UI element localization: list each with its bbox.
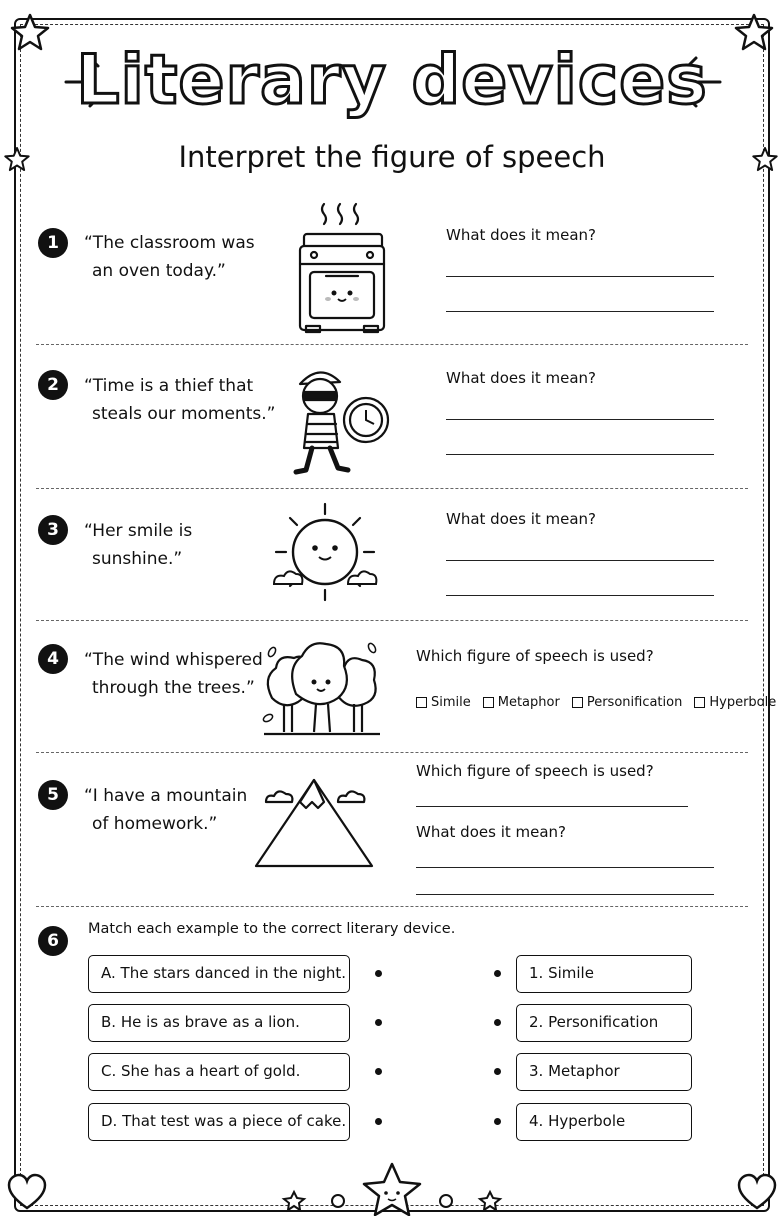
checkbox[interactable] (416, 697, 427, 708)
item-number: 1 (38, 228, 68, 258)
trees-icon (262, 638, 382, 738)
option-metaphor[interactable]: Metaphor (483, 695, 560, 710)
option-personification[interactable]: Personification (572, 695, 683, 710)
device-box-4[interactable]: 4. Hyperbole (516, 1103, 692, 1141)
question-prompt: What does it mean? (446, 369, 597, 387)
matching-instruction: Match each example to the correct literary device. (88, 921, 456, 937)
page-title: Literary devices (76, 41, 708, 120)
heart-icon (736, 1172, 778, 1212)
answer-line[interactable] (446, 454, 714, 455)
bottom-star-ornament (280, 1160, 504, 1216)
answer-line[interactable] (446, 560, 714, 561)
quote-line-2: sunshine.” (92, 549, 183, 569)
match-dot-left[interactable] (375, 1118, 382, 1125)
match-dot-right[interactable] (494, 1019, 501, 1026)
answer-line[interactable] (416, 894, 714, 895)
match-dot-right[interactable] (494, 1118, 501, 1125)
answer-line[interactable] (416, 806, 688, 807)
device-box-1[interactable]: 1. Simile (516, 955, 692, 993)
section-divider (36, 620, 748, 621)
question-prompt: Which figure of speech is used? (416, 762, 654, 780)
quote-line-1: “I have a mountain (84, 786, 248, 806)
device-box-2[interactable]: 2. Personification (516, 1004, 692, 1042)
figure-of-speech-options (416, 695, 776, 710)
item-number: 3 (38, 515, 68, 545)
checkbox[interactable] (483, 697, 494, 708)
quote-text (84, 229, 255, 285)
sun-icon (270, 500, 380, 604)
quote-text (84, 517, 192, 573)
item-number: 5 (38, 780, 68, 810)
quote-line-2: steals our moments.” (92, 404, 276, 424)
answer-line[interactable] (416, 867, 714, 868)
item-number: 4 (38, 644, 68, 674)
item-number: 6 (38, 926, 68, 956)
question-prompt-2: What does it mean? (416, 823, 567, 841)
heart-icon (6, 1172, 48, 1212)
section-divider (36, 752, 748, 753)
thief-icon (290, 362, 394, 482)
match-dot-right[interactable] (494, 970, 501, 977)
quote-text (84, 372, 275, 428)
section-divider (36, 488, 748, 489)
answer-line[interactable] (446, 276, 714, 277)
quote-line-1: “The wind whispered (84, 650, 263, 670)
section-divider (36, 906, 748, 907)
oven-icon (296, 200, 388, 334)
example-box-a[interactable]: A. The stars danced in the night. (88, 955, 350, 993)
answer-line[interactable] (446, 419, 714, 420)
quote-text (84, 782, 247, 838)
option-hyperbole[interactable]: Hyperbole (694, 695, 776, 710)
device-box-3[interactable]: 3. Metaphor (516, 1053, 692, 1091)
checkbox[interactable] (694, 697, 705, 708)
item-number: 2 (38, 370, 68, 400)
quote-line-2: an oven today.” (92, 261, 226, 281)
match-dot-left[interactable] (375, 1019, 382, 1026)
quote-line-1: “The classroom was (84, 233, 255, 253)
match-dot-left[interactable] (375, 1068, 382, 1075)
question-prompt: Which figure of speech is used? (416, 647, 654, 665)
quote-line-1: “Time is a thief that (84, 376, 254, 396)
option-simile[interactable]: Simile (416, 695, 471, 710)
quote-line-2: through the trees.” (92, 678, 255, 698)
question-prompt: What does it mean? (446, 510, 597, 528)
quote-text (84, 646, 263, 702)
checkbox[interactable] (572, 697, 583, 708)
mountain-icon (252, 772, 374, 870)
quote-line-2: of homework.” (92, 814, 218, 834)
match-dot-right[interactable] (494, 1068, 501, 1075)
example-box-b[interactable]: B. He is as brave as a lion. (88, 1004, 350, 1042)
answer-line[interactable] (446, 595, 714, 596)
answer-line[interactable] (446, 311, 714, 312)
page-subtitle: Interpret the figure of speech (178, 140, 606, 174)
section-divider (36, 344, 748, 345)
match-dot-left[interactable] (375, 970, 382, 977)
example-box-d[interactable]: D. That test was a piece of cake. (88, 1103, 350, 1141)
quote-line-1: “Her smile is (84, 521, 193, 541)
example-box-c[interactable]: C. She has a heart of gold. (88, 1053, 350, 1091)
question-prompt: What does it mean? (446, 226, 597, 244)
